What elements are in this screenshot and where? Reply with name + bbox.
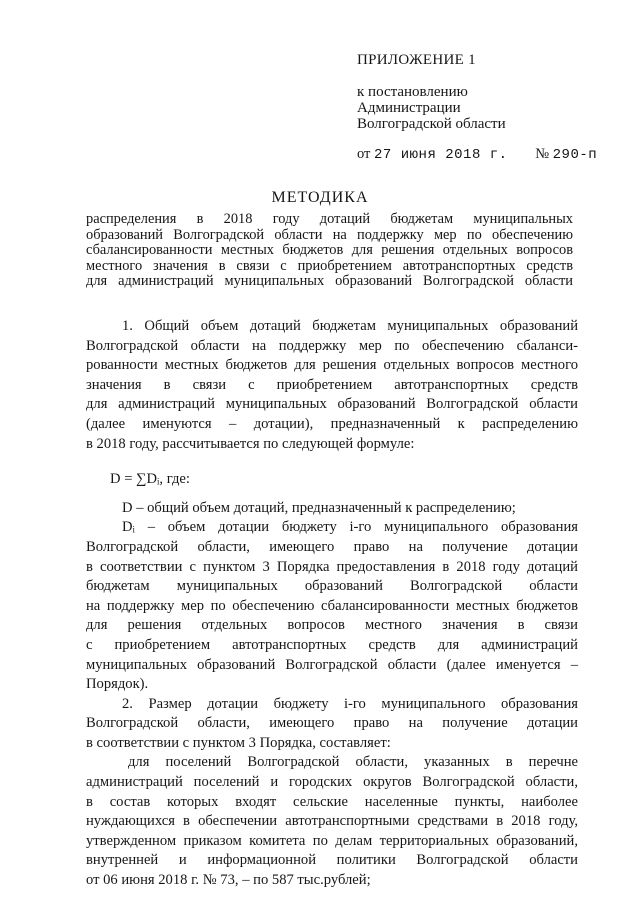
appendix-block [357, 52, 617, 163]
paragraph-line: 2. Размер дотации бюджету i-го муниципального образования [122, 695, 578, 712]
paragraph-line: рованности местных бюджетов для решения отдельных вопросов местного [86, 357, 578, 374]
paragraph-line: администраций поселений и городских округов Волгоградской области, [86, 774, 578, 791]
paragraph-line: утвержденном приказом комитета по делам территориальных образований, [86, 832, 578, 849]
definition-line: D – общий объем дотаций, предназначенный к распределению; [122, 499, 516, 516]
document-subtitle [86, 212, 573, 290]
definition-line: на поддержку мер по обеспечению сбалансированности местных бюджетов [86, 597, 578, 614]
document-body [86, 317, 578, 891]
subtitle-line: сбалансированности местных бюджетов для решения отдельных вопросов [86, 242, 573, 258]
paragraph-line: Волгоградской области, имеющего право на получение дотации [86, 715, 578, 732]
definition-line: бюджетам муниципальных образований Волгоградской области [86, 578, 578, 595]
decree-date: 27 июня 2018 г. [374, 147, 508, 163]
paragraph-line: нуждающихся в обеспечении автотранспортными средствами в 2018 году, [86, 813, 578, 830]
definition-line: Порядок). [86, 676, 149, 693]
paragraph-line: для администраций муниципальных образований Волгоградской области [86, 396, 578, 413]
subtitle-line: для администраций муниципальных образований Волгоградской области [86, 273, 573, 289]
paragraph-line: в 2018 году, рассчитывается по следующей формуле: [86, 435, 415, 452]
definition-line: с приобретением автотранспортных средств для администраций [86, 636, 578, 653]
formula: D = ∑Dᵢ, где: [110, 471, 190, 488]
date-prefix: от [357, 146, 371, 162]
paragraph-line: значения в связи с приобретением автотранспортных средств [86, 376, 578, 393]
number-prefix: № [535, 146, 550, 162]
paragraph-line: для поселений Волгоградской области, указанных в перечне [128, 754, 578, 771]
definition-line: в соответствии с пунктом 3 Порядка предоставления в 2018 году дотаций [86, 558, 578, 575]
definition-line: для решения отдельных вопросов местного значения в связи [86, 617, 578, 634]
document-heading: МЕТОДИКА [271, 189, 369, 206]
appendix-line: Волгоградской области [357, 116, 506, 132]
paragraph-line: 1. Общий объем дотаций бюджетам муниципальных образований [122, 318, 578, 334]
paragraph-line: от 06 июня 2018 г. № 73, – по 587 тыс.рублей; [86, 872, 371, 889]
definition-line: Волгоградской области, имеющего право на получение дотации [86, 538, 578, 555]
appendix-line: Администрации [357, 100, 461, 116]
paragraph-line: (далее именуются – дотации), предназначенный к распределению [86, 415, 578, 432]
subtitle-line: местного значения в связи с приобретением автотранспортных средств [86, 257, 573, 274]
decree-number: 290-п [552, 147, 598, 163]
paragraph-line: внутренней и информационной политики Волгоградской области [86, 852, 578, 869]
subtitle-line: образований Волгоградской области на поддержку мер по обеспечению [86, 226, 573, 243]
definition-line: муниципальных образований Волгоградской области (далее именуется – [86, 656, 578, 673]
appendix-title: ПРИЛОЖЕНИЕ 1 [357, 52, 476, 68]
paragraph-line: в соответствии с пунктом 3 Порядка, составляет: [86, 734, 391, 751]
paragraph-line: Волгоградской области на поддержку мер по обеспечению сбаланси- [86, 337, 578, 354]
decree-date-row [357, 146, 617, 163]
definition-line: Dᵢ – объем дотации бюджету i-го муниципального образования [122, 519, 578, 536]
subtitle-line: распределения в 2018 году дотаций бюджетам муниципальных [86, 211, 573, 227]
paragraph-line: в состав которых входят сельские населенные пункты, наиболее [86, 793, 578, 810]
appendix-line: к постановлению [357, 84, 468, 100]
